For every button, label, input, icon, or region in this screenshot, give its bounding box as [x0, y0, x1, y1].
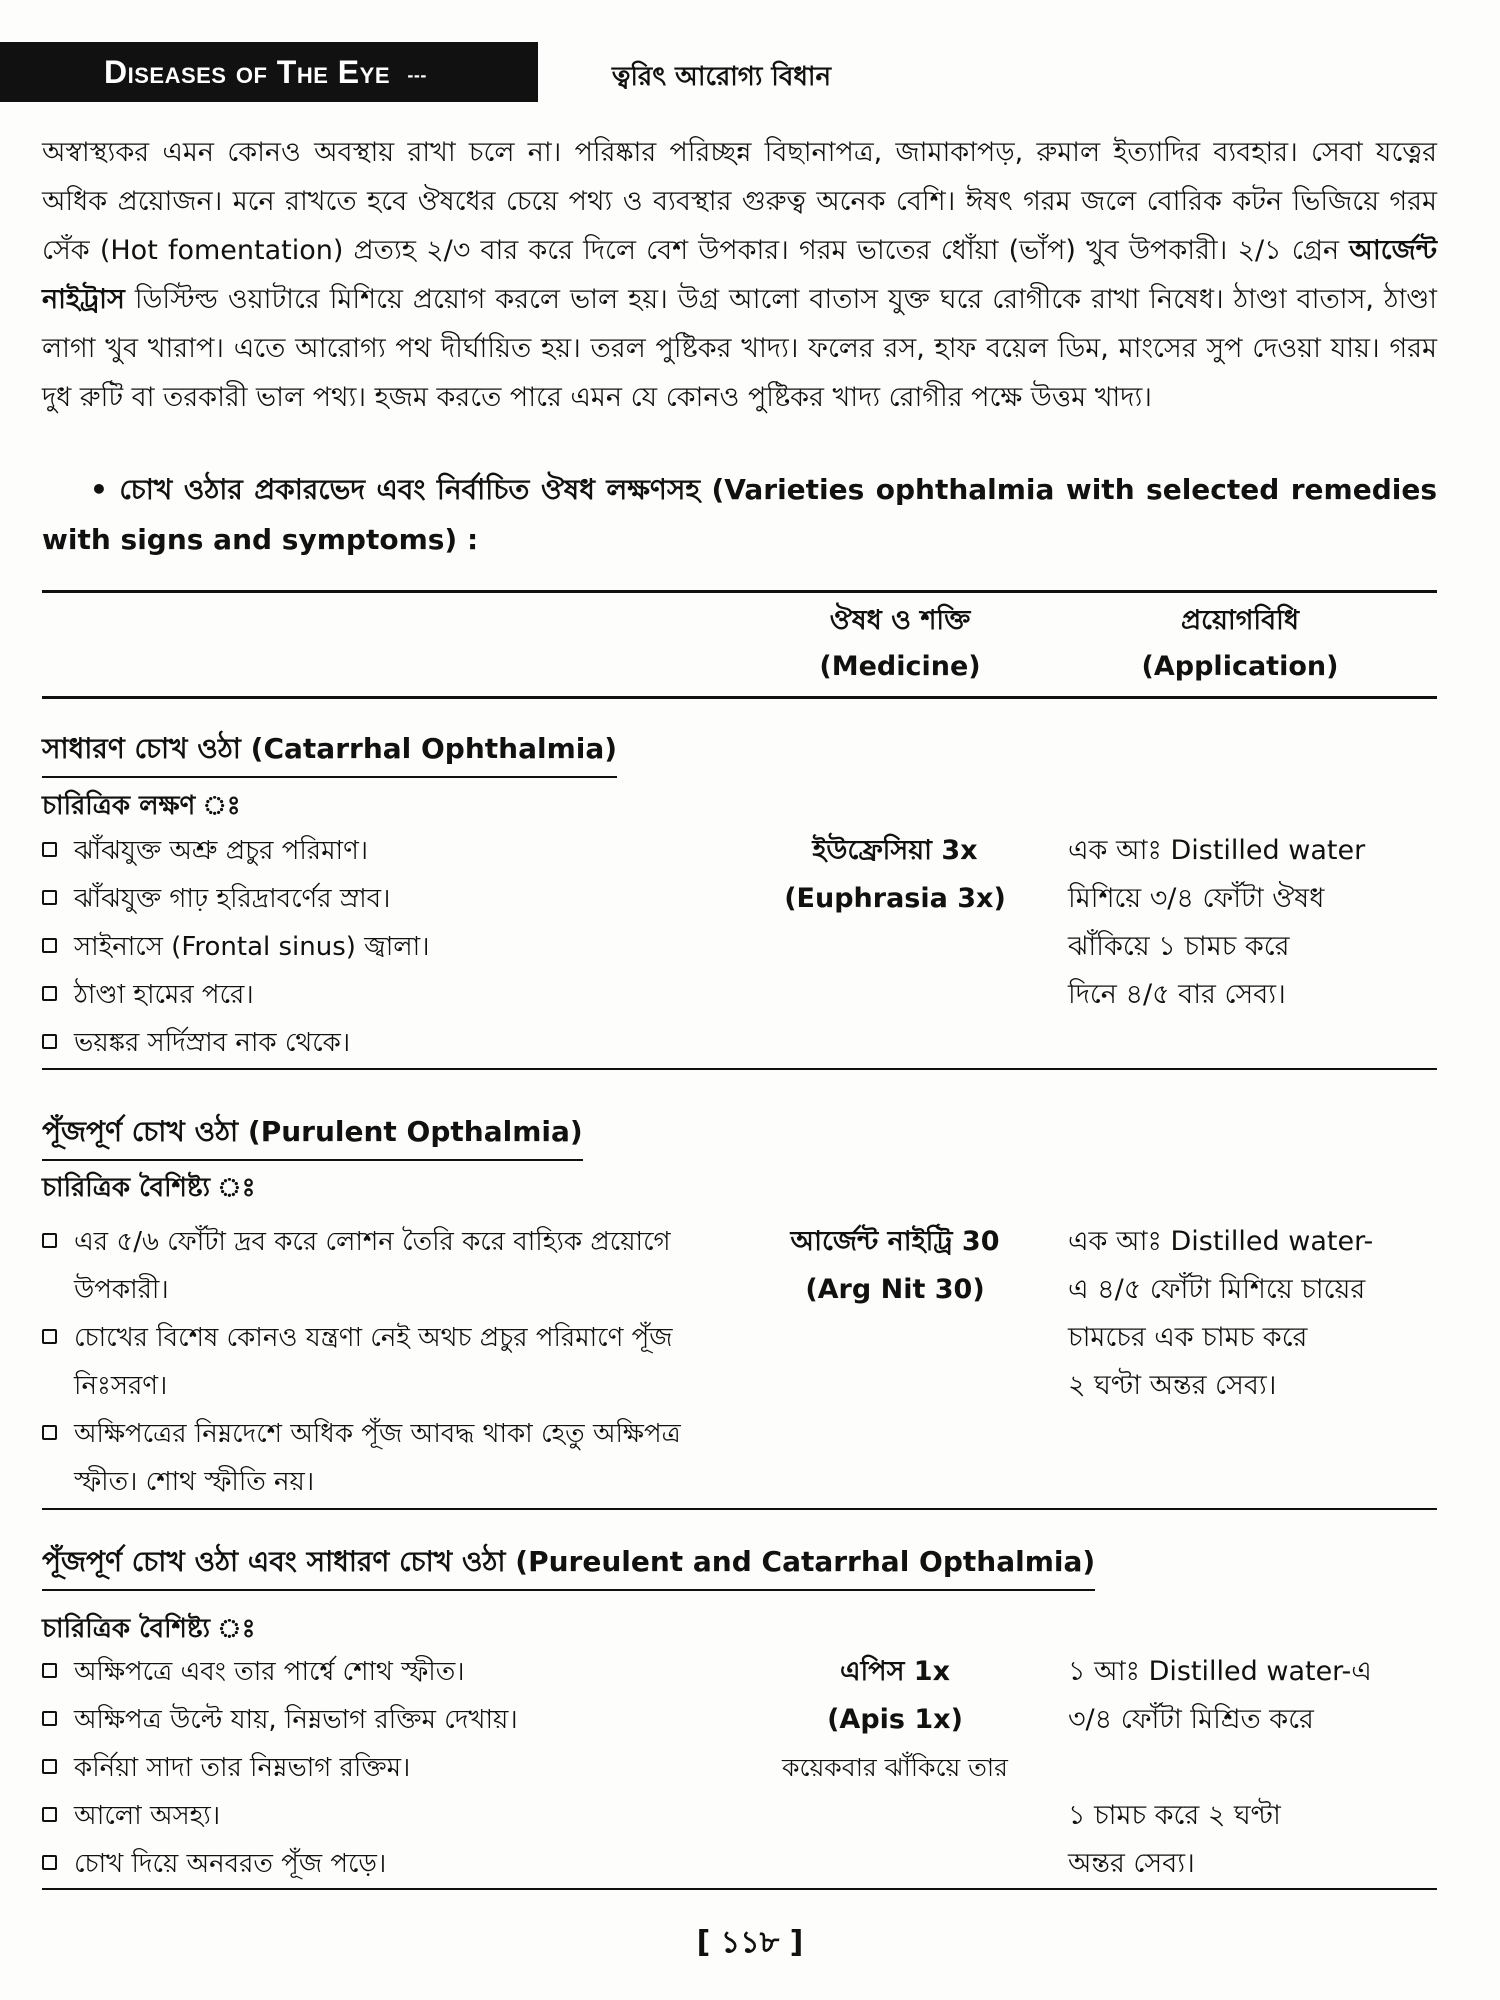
checkbox-icon — [42, 1807, 57, 1822]
symptom-item: অক্ষিপত্রের নিম্নদেশে অধিক পূঁজ আবদ্ধ থাকা হেতু অক্ষিপত্র স্ফীত। শোথ স্ফীতি নয়। — [42, 1410, 712, 1506]
checkbox-icon — [42, 1711, 57, 1726]
symptom-list-catarrhal — [42, 827, 722, 1067]
section-title-purulent: পূঁজপূর্ণ চোখ ওঠা (Purulent Opthalmia) — [42, 1110, 583, 1161]
chapter-dash: --- — [407, 64, 427, 85]
medicine-name-en: (Euphrasia 3x) — [784, 883, 1006, 914]
checkbox-icon — [42, 938, 57, 953]
medicine-header-bn: ঔষধ ও শক্তি — [829, 605, 971, 636]
checkbox-icon — [42, 842, 57, 857]
symptom-item: চোখ দিয়ে অনবরত পূঁজ পড়ে। — [42, 1840, 722, 1888]
medicine-name-en: (Arg Nit 30) — [805, 1274, 985, 1305]
symptom-item: এর ৫/৬ ফোঁটা দ্রব করে লোশন তৈরি করে বাহ্যিক প্রয়োগে উপকারী। — [42, 1218, 712, 1314]
medicine-name-bn: আর্জেন্ট নাইট্রি 30 — [790, 1226, 1000, 1257]
section-title-catarrhal: সাধারণ চোখ ওঠা (Catarrhal Ophthalmia) — [42, 727, 617, 778]
table-bottom-rule — [42, 1888, 1437, 1890]
symptom-item: চোখের বিশেষ কোনও যন্ত্রণা নেই অথচ প্রচুর পরিমাণে পূঁজ নিঃসরণ। — [42, 1314, 712, 1410]
page-number: [ ১১৮ ] — [696, 1925, 804, 1960]
checkbox-icon — [42, 1233, 57, 1248]
application-apis: ১ আঃ Distilled water-এ ৩/৪ ফোঁটা মিশ্রিত করে ১ চামচ করে ২ ঘণ্টা অন্তর সেব্য। — [1068, 1656, 1372, 1879]
intro-text-part2: ডিস্টিল্ড ওয়াটারে মিশিয়ে প্রয়োগ করলে ভাল হয়। উগ্র আলো বাতাস যুক্ত ঘরে রোগীকে রাখা নিষেধ। ঠাণ্ডা বাতাস, ঠাণ্ডা লাগা খুব খারাপ। এতে আরোগ্য পথ দীর্ঘায়িত হয়। তরল পুষ্টিকর খাদ্য। ফলের রস, হাফ বয়েল ডিম, মাংসের সুপ দেওয়া যায়। গরম দুধ রুটি বা তরকারী ভাল পথ্য। হজম করতে পারে এমন যে কোনও পুষ্টিকর খাদ্য রোগীর পক্ষে উত্তম খাদ্য। — [42, 284, 1437, 413]
intro-text-part1: অস্বাস্থ্যকর এমন কোনও অবস্থায় রাখা চলে না। পরিষ্কার পরিচ্ছন্ন বিছানাপত্র, জামাকাপড়, রুমাল ইত্যাদির ব্যবহার। সেবা যত্নের অধিক প্রয়োজন। মনে রাখতে হবে ঔষধের চেয়ে পথ্য ও ব্যবস্থার গুরুত্ব অনেক বেশি। ঈষৎ গরম জলে বোরিক কটন ভিজিয়ে গরম সেঁক (Hot fomentation) প্রত্যহ ২/৩ বার করে দিলে বেশ উপকার। গরম ভাতের ধোঁয়া (ভাঁপ) খুব উপকারী। ২/১ গ্রেন — [42, 137, 1437, 266]
section-divider — [42, 1068, 1437, 1070]
checkbox-icon — [42, 1329, 57, 1344]
intro-bold-term: আর্জেন্ট নাইট্রাস — [42, 235, 1437, 315]
table-header-rule — [42, 696, 1437, 699]
medicine-header-en: (Medicine) — [819, 651, 981, 682]
table-top-rule — [42, 590, 1437, 593]
medicine-name-en: (Apis 1x) — [827, 1704, 963, 1735]
checkbox-icon — [42, 1425, 57, 1440]
checkbox-icon — [42, 1855, 57, 1870]
medicine-catarrhal — [765, 827, 1025, 923]
section-subtitle-catarrhal: চারিত্রিক লক্ষণ ঃ — [42, 791, 241, 821]
medicine-column-header — [770, 598, 1030, 690]
intro-paragraph — [42, 128, 1437, 422]
checkbox-icon — [42, 1034, 57, 1049]
symptom-list-purulent — [42, 1218, 712, 1506]
application-purulent: এক আঃ Distilled water- এ ৪/৫ ফোঁটা মিশিয়ে চায়ের চামচের এক চামচ করে ২ ঘণ্টা অন্তর সেব্য। — [1068, 1226, 1374, 1401]
medicine-note: কয়েকবার ঝাঁকিয়ে তার — [782, 1753, 1008, 1782]
symptom-item: আলো অসহ্য। — [42, 1792, 722, 1840]
symptom-item: ঝাঁঝযুক্ত গাঢ় হরিদ্রাবর্ণের স্রাব। — [42, 875, 722, 923]
application-header-en: (Application) — [1141, 651, 1339, 682]
application-header-bn: প্রয়োগবিধি — [1180, 605, 1300, 636]
medicine-name-bn: ইউফ্রেসিয়া 3x — [812, 835, 978, 866]
medicine-name-bn: এপিস 1x — [839, 1656, 951, 1687]
medicine-apis — [745, 1648, 1045, 1792]
medicine-purulent — [765, 1218, 1025, 1314]
checkbox-icon — [42, 1663, 57, 1678]
varieties-heading: • চোখ ওঠার প্রকারভেদ এবং নির্বাচিত ঔষধ লক্ষণসহ (Varieties ophthalmia with selected remedies with signs and symptoms) : — [42, 473, 1437, 556]
symptom-item: অক্ষিপত্রে এবং তার পার্শ্বে শোথ স্ফীত। — [42, 1648, 722, 1696]
checkbox-icon — [42, 1759, 57, 1774]
symptom-item: ঝাঁঝযুক্ত অশ্রু প্রচুর পরিমাণ। — [42, 827, 722, 875]
checkbox-icon — [42, 890, 57, 905]
symptom-list-purulent-catarrhal — [42, 1648, 722, 1888]
application-column-header — [1100, 598, 1380, 690]
section-divider — [42, 1508, 1437, 1510]
chapter-subtitle: ত্বরিৎ আরোগ্য বিধান — [612, 62, 831, 92]
application-catarrhal: এক আঃ Distilled water মিশিয়ে ৩/৪ ফোঁটা ঔষধ ঝাঁকিয়ে ১ চামচ করে দিনে ৪/৫ বার সেব্য। — [1068, 835, 1366, 1010]
symptom-item: অক্ষিপত্র উল্টে যায়, নিম্নভাগ রক্তিম দেখায়। — [42, 1696, 722, 1744]
symptom-item: ঠাণ্ডা হামের পরে। — [42, 971, 722, 1019]
section-subtitle-purulent: চারিত্রিক বৈশিষ্ট্য ঃ — [42, 1173, 256, 1203]
symptom-item: কর্নিয়া সাদা তার নিম্নভাগ রক্তিম। — [42, 1744, 722, 1792]
symptom-item: সাইনাসে (Frontal sinus) জ্বালা। — [42, 923, 722, 971]
section-title-purulent-catarrhal: পূঁজপূর্ণ চোখ ওঠা এবং সাধারণ চোখ ওঠা (Pureulent and Catarrhal Opthalmia) — [42, 1540, 1095, 1591]
chapter-title: Diseases of The Eye — [104, 54, 391, 90]
checkbox-icon — [42, 986, 57, 1001]
section-subtitle-purulent-catarrhal: চারিত্রিক বৈশিষ্ট্য ঃ — [42, 1614, 256, 1644]
chapter-banner — [0, 42, 538, 102]
symptom-item: ভয়ঙ্কর সর্দিস্রাব নাক থেকে। — [42, 1019, 722, 1067]
